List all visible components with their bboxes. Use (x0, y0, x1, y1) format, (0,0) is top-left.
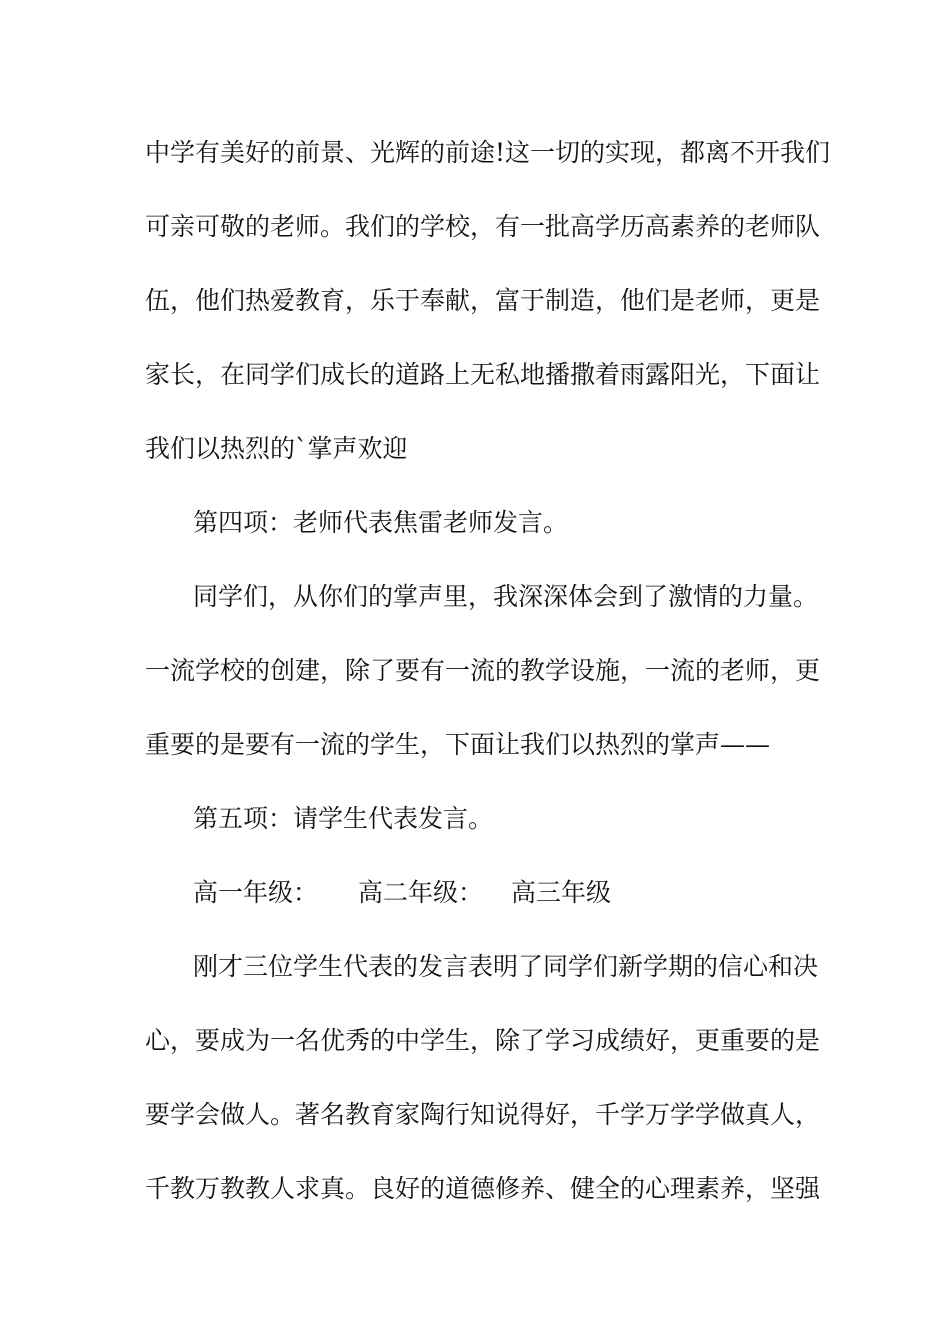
grade-list (145, 870, 810, 944)
text-line: 千教万教教人求真。良好的道德修养、健全的心理素养，坚强 (145, 1174, 821, 1203)
text-line: 我们以热烈的`掌声欢迎 (145, 434, 408, 463)
agenda-item-four: 第四项：老师代表焦雷老师发言。 (193, 508, 569, 537)
text-line: 伍，他们热爱教育，乐于奉献，富于制造，他们是老师，更是 (145, 286, 821, 315)
text-line: 中学有美好的前景、光辉的前途!这一切的实现，都离不开我们 (145, 138, 831, 167)
grade-first: 高一年级： (193, 878, 319, 907)
agenda-item-five: 第五项：请学生代表发言。 (193, 804, 494, 833)
text-line: 重要的是要有一流的学生，下面让我们以热烈的掌声—— (145, 730, 771, 759)
text-line: 同学们，从你们的掌声里，我深深体会到了激情的力量。 (193, 582, 819, 611)
grade-third: 高三年级 (511, 878, 612, 907)
text-line: 家长，在同学们成长的道路上无私地播撒着雨露阳光，下面让 (145, 360, 821, 389)
text-line: 要学会做人。著名教育家陶行知说得好，千学万学学做真人， (145, 1100, 821, 1129)
text-line: 可亲可敬的老师。我们的学校，有一批高学历高素养的老师队 (145, 212, 821, 241)
document-body (145, 130, 831, 1240)
text-line: 一流学校的创建，除了要有一流的教学设施，一流的老师，更 (145, 656, 821, 685)
text-line: 刚才三位学生代表的发言表明了同学们新学期的信心和决 (193, 952, 819, 981)
grade-second: 高二年级： (358, 878, 484, 907)
text-line: 心，要成为一名优秀的中学生，除了学习成绩好，更重要的是 (145, 1026, 821, 1055)
